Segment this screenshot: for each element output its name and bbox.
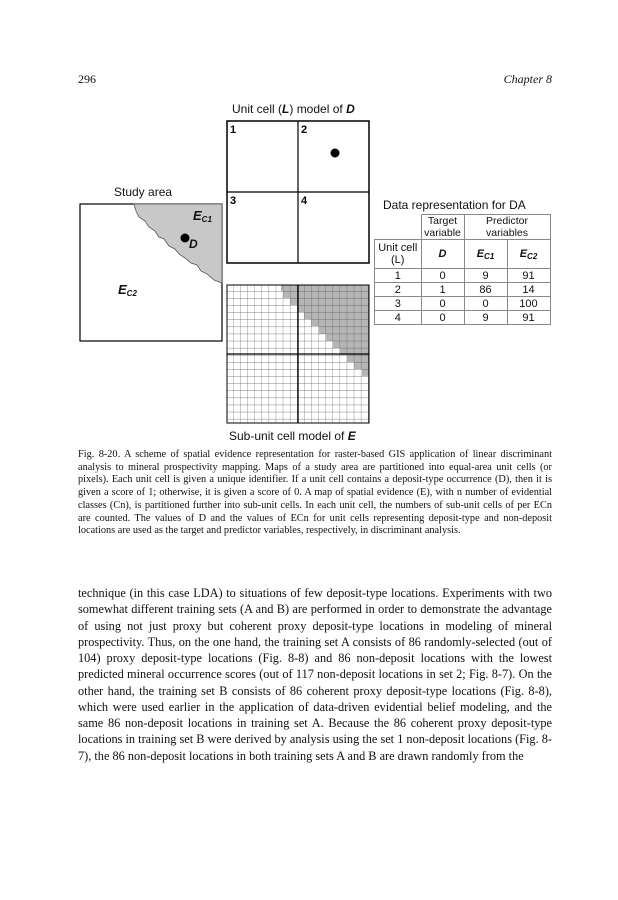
unit-cell-grid [226,120,371,265]
table-row: 4 0 9 91 [375,311,551,325]
cell-number-2: 2 [301,124,308,136]
cell-number-4: 4 [301,195,308,207]
cell-number-3: 3 [230,195,237,207]
table-title: Data representation for DA [383,198,526,212]
table-row: 1 0 9 91 [375,269,551,283]
d-header: D [421,240,464,269]
d-label: D [189,237,198,251]
chapter-title: Chapter 8 [503,72,552,86]
target-header: Target variable [421,215,464,240]
ec1-header: $E_{C1}$ [464,240,507,269]
table-row: 3 0 0 100 [375,297,551,311]
study-area-map [79,203,223,343]
ec2-header: $E_{C2}$ [507,240,550,269]
body-paragraph: technique (in this case LDA) to situations of few deposit-type locations. Experiments with two somewhat different training sets (A and B) are performed in order to demonstrate the advantage of using not just proxy but coherent proxy deposit-type locations in modeling of mineral prospectivity. Thus, on the one hand, the training set A consists of 86 randomly-selected (out of 104) proxy deposit-type locations (Fig. 8-8) and 86 non-deposit locations with the lowest predicted mineral occurrence scores (out of 117 non-deposit locations in set 2; Fig. 8-7). On the other hand, the training set B consists of 86 coherent proxy deposit-type locations (Fig. 8-8), which were used earlier in the application of data-driven evidential belief modeling, and the same 86 non-deposit locations in training set A. Because the 86 coherent proxy deposit-type locations in training set B were derived by analysis using the set 1 non-deposit locations (Fig. 8-7), the 86 non-deposit locations in both training sets A and B are drawn randomly from the [78,586,552,763]
predictor-header: Predictor variables [464,215,550,240]
unit-cell-model-title: Unit cell (L) model of D [232,102,355,116]
cell-number-1: 1 [230,124,237,136]
unit-cell-header: Unit cell (L) [375,240,422,269]
ec1-label: $E_{C1}$ [193,208,212,224]
sub-unit-cell-grid [226,284,373,427]
page-number: 296 [78,72,96,86]
subunit-model-title: Sub-unit cell model of E [229,429,356,443]
data-table [374,214,551,325]
table-row: 2 1 86 14 [375,283,551,297]
figure-caption: Fig. 8-20. A scheme of spatial evidence representation for raster-based GIS application of linear discriminant analysis to mineral prospectivity mapping. Maps of a study area are partitioned into equal-area unit cells (or pixels). Each unit cell is given a unique identifier. If a unit cell contains a deposit-type occurrence (D), then it is given a score of 1; otherwise, it is given a score of 0. A map of spatial evidence (E), with n number of evidential classes (Cn), is partitioned further into sub-unit cells. In each unit cell, the numbers of sub-unit cells of per ECn are counted. The values of D and the values of ECn for unit cells representing deposit-type and non-deposit locations are used as the target and predictor variables, respectively, in discriminant analysis. [78,449,552,537]
study-area-label: Study area [114,185,173,199]
ec2-label: $E_{C2}$ [118,282,137,298]
deposit-point [331,149,340,158]
